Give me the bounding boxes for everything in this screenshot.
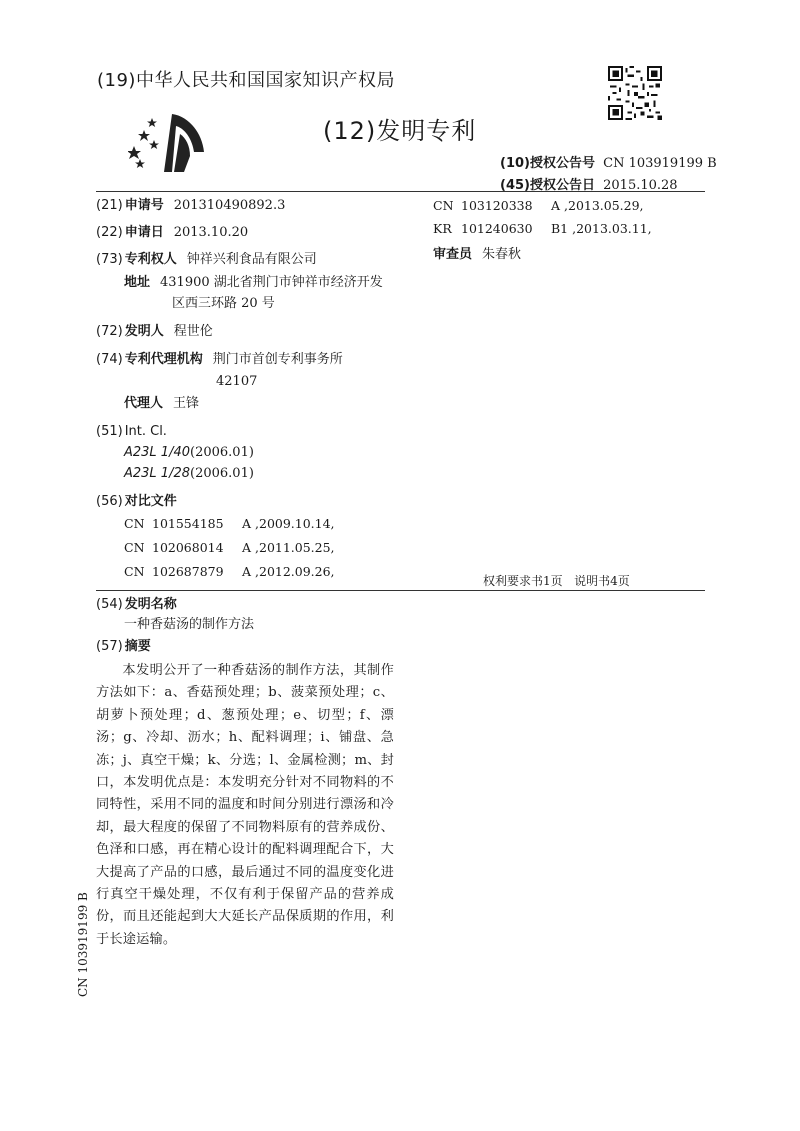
int-cl-heading: (51) Int. Cl. bbox=[96, 424, 167, 439]
citation-row: CN 101554185 A ,2009.10.14, bbox=[124, 516, 335, 531]
citation-row: CN 102687879 A ,2012.09.26, bbox=[124, 564, 335, 579]
document-type: (12)发明专利 bbox=[323, 117, 477, 145]
patentee: (73) 专利权人 钟祥兴利食品有限公司 bbox=[96, 252, 317, 267]
patent-agency-code: 42107 bbox=[216, 374, 258, 389]
citation-row: CN 103120338 A ,2013.05.29, bbox=[433, 198, 644, 213]
side-publication-id: CN 103919199 B bbox=[76, 892, 90, 997]
star-icon bbox=[138, 130, 150, 141]
star-icon bbox=[128, 146, 141, 159]
address-line2: 区西三环路 20 号 bbox=[172, 296, 275, 311]
patent-agency: (74) 专利代理机构 荆门市首创专利事务所 bbox=[96, 352, 343, 367]
patent-agent: 代理人 王锋 bbox=[124, 396, 200, 411]
abstract-heading: (57) 摘要 bbox=[96, 639, 151, 654]
star-icon bbox=[147, 118, 157, 127]
qr-code bbox=[608, 66, 662, 120]
grant-number-label: (10)授权公告号 bbox=[500, 156, 595, 171]
invention-title: 一种香菇汤的制作方法 bbox=[124, 617, 255, 632]
address: 地址 431900 湖北省荆门市钟祥市经济开发 bbox=[124, 275, 383, 290]
int-cl-item: A23L 1/40(2006.01) bbox=[124, 445, 254, 460]
cited-references-heading: (56) 对比文件 bbox=[96, 494, 177, 509]
page-counts: 权利要求书1页 说明书4页 bbox=[483, 574, 630, 588]
star-icon bbox=[149, 140, 159, 149]
biblio-divider bbox=[96, 590, 705, 591]
grant-number: CN 103919199 B bbox=[603, 156, 717, 171]
application-number: (21) 申请号 201310490892.3 bbox=[96, 198, 286, 213]
application-date: (22) 申请日 2013.10.20 bbox=[96, 225, 249, 240]
grant-date: 2015.10.28 bbox=[603, 178, 678, 193]
int-cl-item: A23L 1/28(2006.01) bbox=[124, 466, 254, 481]
grant-date-label: (45)授权公告日 bbox=[500, 178, 595, 193]
abstract-text: 本发明公开了一种香菇汤的制作方法，其制作方法如下：a、香菇预处理；b、菠菜预处理；c、胡萝卜预处理；d、葱预处理；e、切型；f、漂汤；g、冷却、沥水；h、配料调理；i、铺盘、急冻；j、真空干燥；k、分选；l、金属检测；m、封口，本发明优点是：本发明充分针对不同物料的不同特性，采用不同的温度和时间分别进行漂汤和冷却，最大程度的保留了不同物料原有的营养成份、色泽和口感，再在精心设计的配料调理配合下，大大提高了产品的口感，最后通过不同的温度变化进行真空干燥处理，不仅有利于保留产品的营养成份，而且还能起到大大延长产品保质期的作用，利于长途运输。 bbox=[96, 663, 394, 947]
citation-row: KR 101240630 B1 ,2013.03.11, bbox=[433, 221, 652, 236]
star-icon bbox=[135, 159, 145, 168]
cnipa-logo bbox=[128, 106, 210, 176]
examiner: 审查员 朱春秋 bbox=[433, 247, 522, 262]
header-divider bbox=[96, 191, 705, 192]
invention-title-heading: (54) 发明名称 bbox=[96, 597, 177, 612]
inventor: (72) 发明人 程世伦 bbox=[96, 324, 213, 339]
office-name: (19)中华人民共和国国家知识产权局 bbox=[97, 70, 395, 91]
grant-number-row bbox=[500, 152, 717, 171]
citation-row: CN 102068014 A ,2011.05.25, bbox=[124, 540, 335, 555]
